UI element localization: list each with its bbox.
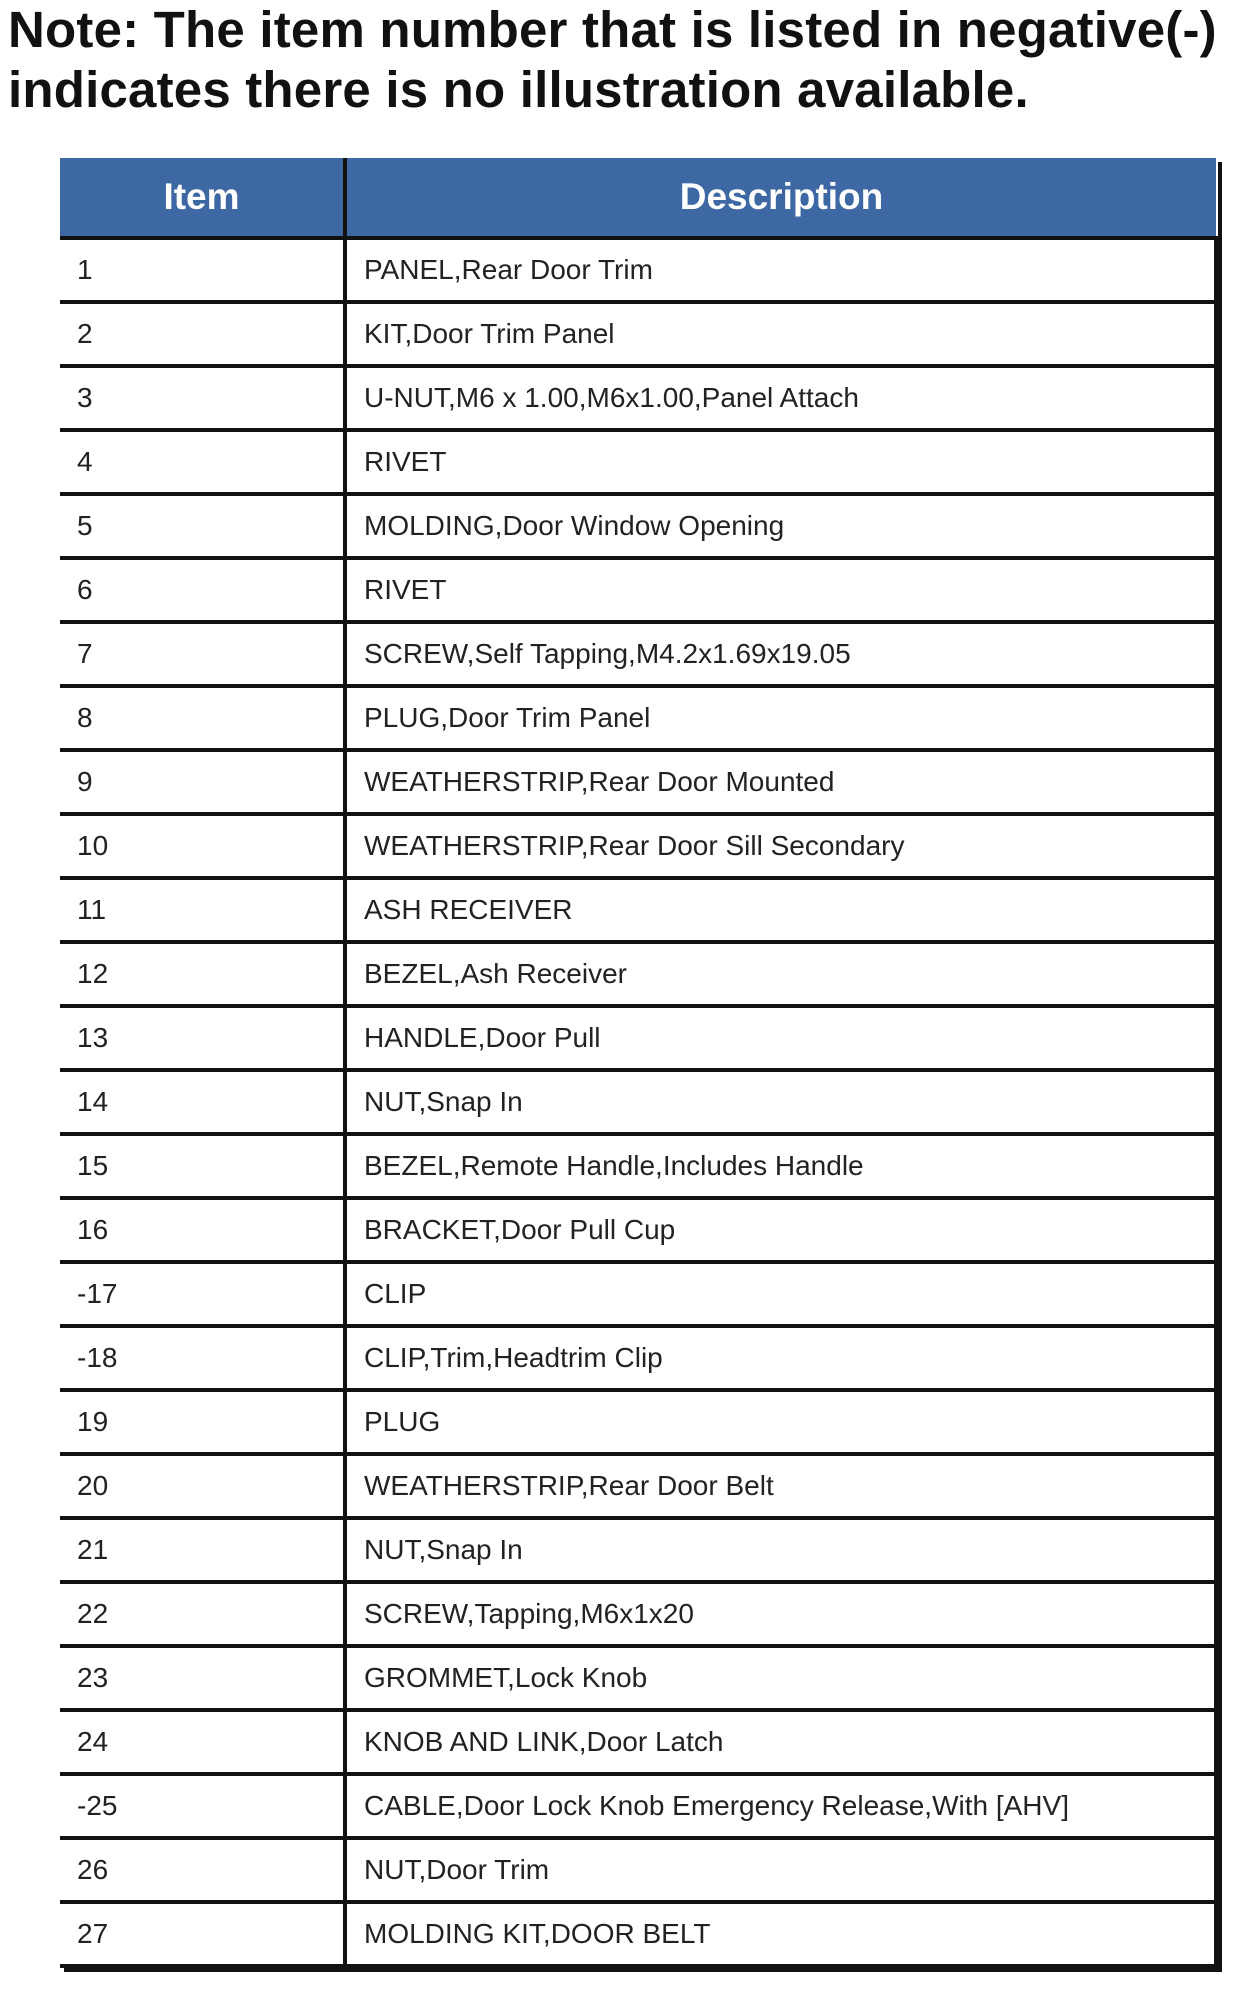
table-row [60, 878, 1216, 942]
table-row [60, 302, 1216, 366]
item-number-cell: 2 [60, 302, 345, 366]
description-cell: MOLDING,Door Window Opening [345, 494, 1216, 558]
note-text [8, 0, 1248, 120]
item-number-cell: 12 [60, 942, 345, 1006]
description-cell: CLIP [345, 1262, 1216, 1326]
item-number-cell: 26 [60, 1838, 345, 1902]
item-number-cell: 9 [60, 750, 345, 814]
item-number-cell: 19 [60, 1390, 345, 1454]
table-body [60, 238, 1216, 1966]
description-cell: ASH RECEIVER [345, 878, 1216, 942]
item-number-cell: 16 [60, 1198, 345, 1262]
table-row [60, 814, 1216, 878]
item-number-cell: 6 [60, 558, 345, 622]
item-number-cell: 27 [60, 1902, 345, 1966]
item-number-cell: -17 [60, 1262, 345, 1326]
table-row [60, 558, 1216, 622]
description-cell: BEZEL,Ash Receiver [345, 942, 1216, 1006]
item-number-cell: 14 [60, 1070, 345, 1134]
description-cell: CLIP,Trim,Headtrim Clip [345, 1326, 1216, 1390]
table-row [60, 1518, 1216, 1582]
description-cell: NUT,Snap In [345, 1518, 1216, 1582]
description-cell: WEATHERSTRIP,Rear Door Sill Secondary [345, 814, 1216, 878]
description-cell: BEZEL,Remote Handle,Includes Handle [345, 1134, 1216, 1198]
description-cell: U-NUT,M6 x 1.00,M6x1.00,Panel Attach [345, 366, 1216, 430]
table-row [60, 238, 1216, 302]
description-cell: PANEL,Rear Door Trim [345, 238, 1216, 302]
item-number-cell: -25 [60, 1774, 345, 1838]
table-row [60, 1582, 1216, 1646]
item-number-cell: -18 [60, 1326, 345, 1390]
note-line-1: Note: The item number that is listed in negative(-) [8, 1, 1217, 58]
table-row [60, 1006, 1216, 1070]
table-row [60, 494, 1216, 558]
table-row [60, 1710, 1216, 1774]
description-cell: KIT,Door Trim Panel [345, 302, 1216, 366]
table-row [60, 1646, 1216, 1710]
description-cell: BRACKET,Door Pull Cup [345, 1198, 1216, 1262]
description-cell: CABLE,Door Lock Knob Emergency Release,With [AHV] [345, 1774, 1216, 1838]
description-cell: SCREW,Self Tapping,M4.2x1.69x19.05 [345, 622, 1216, 686]
column-header-item: Item [60, 158, 345, 238]
description-cell: HANDLE,Door Pull [345, 1006, 1216, 1070]
description-cell: KNOB AND LINK,Door Latch [345, 1710, 1216, 1774]
note-line-2: indicates there is no illustration available. [8, 61, 1029, 118]
item-number-cell: 20 [60, 1454, 345, 1518]
item-number-cell: 7 [60, 622, 345, 686]
description-cell: WEATHERSTRIP,Rear Door Mounted [345, 750, 1216, 814]
description-cell: SCREW,Tapping,M6x1x20 [345, 1582, 1216, 1646]
table-row [60, 1262, 1216, 1326]
item-number-cell: 4 [60, 430, 345, 494]
table-row [60, 1454, 1216, 1518]
item-number-cell: 13 [60, 1006, 345, 1070]
table-row [60, 1774, 1216, 1838]
description-cell: PLUG [345, 1390, 1216, 1454]
item-number-cell: 15 [60, 1134, 345, 1198]
description-cell: PLUG,Door Trim Panel [345, 686, 1216, 750]
item-number-cell: 24 [60, 1710, 345, 1774]
table-row [60, 942, 1216, 1006]
table-row [60, 1070, 1216, 1134]
description-cell: NUT,Snap In [345, 1070, 1216, 1134]
item-number-cell: 10 [60, 814, 345, 878]
table-row [60, 1134, 1216, 1198]
table-row [60, 1326, 1216, 1390]
item-number-cell: 5 [60, 494, 345, 558]
table-row [60, 686, 1216, 750]
description-cell: RIVET [345, 430, 1216, 494]
item-number-cell: 3 [60, 366, 345, 430]
table-row [60, 1902, 1216, 1966]
table-row [60, 1390, 1216, 1454]
item-number-cell: 11 [60, 878, 345, 942]
description-cell: MOLDING KIT,DOOR BELT [345, 1902, 1216, 1966]
table-row [60, 366, 1216, 430]
table-row [60, 430, 1216, 494]
column-header-description: Description [345, 158, 1216, 238]
description-cell: GROMMET,Lock Knob [345, 1646, 1216, 1710]
item-number-cell: 22 [60, 1582, 345, 1646]
item-number-cell: 21 [60, 1518, 345, 1582]
item-number-cell: 23 [60, 1646, 345, 1710]
table-row [60, 750, 1216, 814]
description-cell: WEATHERSTRIP,Rear Door Belt [345, 1454, 1216, 1518]
description-cell: RIVET [345, 558, 1216, 622]
item-number-cell: 8 [60, 686, 345, 750]
table-row [60, 1198, 1216, 1262]
header-row [60, 158, 1216, 238]
parts-table [60, 158, 1218, 1968]
table-row [60, 622, 1216, 686]
item-number-cell: 1 [60, 238, 345, 302]
description-cell: NUT,Door Trim [345, 1838, 1216, 1902]
table-header [60, 158, 1216, 238]
table-row [60, 1838, 1216, 1902]
